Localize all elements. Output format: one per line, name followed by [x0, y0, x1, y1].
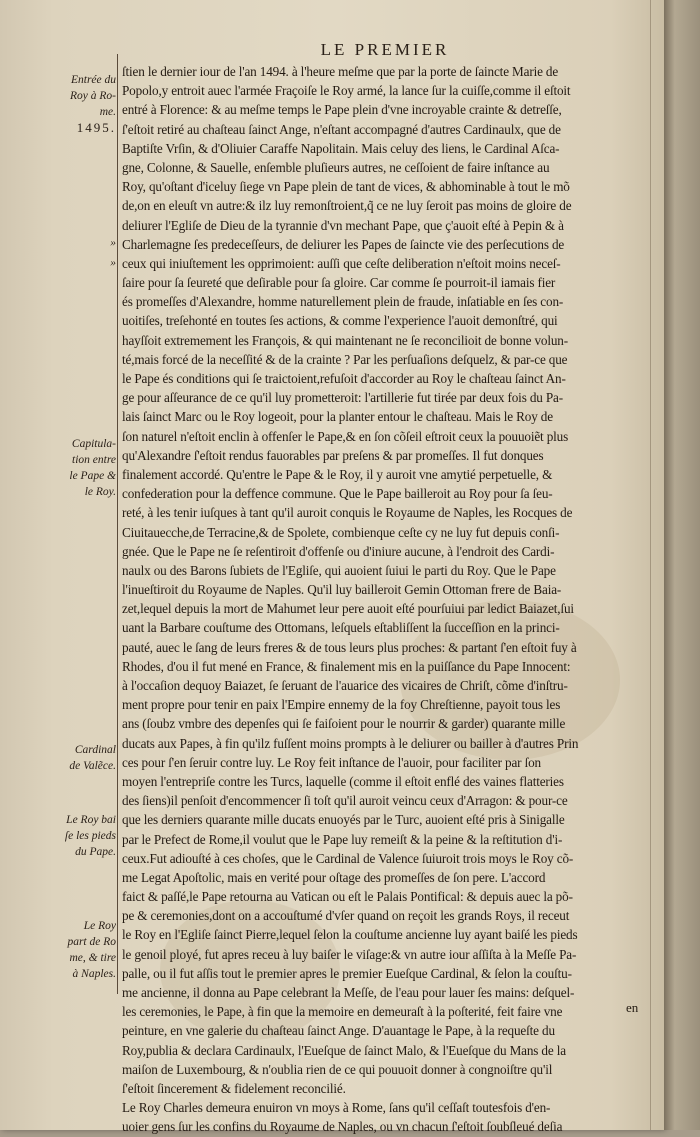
body-line: Charlemagne ſes predeceſſeurs, de deliurer les Papes de ſaincte vie des perſecutions de — [122, 236, 565, 252]
body-line: gnée. Que le Pape ne ſe reſentiroit d'offenſe ou d'iniure aucune, à l'endroit des Cardi- — [122, 543, 555, 559]
margin-note-cardinal — [50, 742, 116, 774]
body-line: ans (ſoubz vmbre des depenſes qui ſe faiſoient pour le nourrir & garder) quarante mille — [122, 716, 566, 732]
body-line: deliurer l'Egliſe de Dieu de la tyrannie d'vn mechant Pape, que ç'auoit eſté à Pepin & à — [122, 217, 564, 233]
body-line: Popolo,y entroit auec l'armée Fraçoiſe le Roy armé, la lance ſur la cuiſſe,comme il eſtoit — [122, 83, 571, 99]
page-edge — [664, 0, 700, 1130]
gloss-line: de Valẽce. — [69, 760, 116, 772]
body-line: pe & ceremonies,dont on a accouſtumé d'vſer quand on reçoit les grands Roys, il receut — [122, 908, 570, 924]
body-line: lais ſainct Marc ou le Roy logeoit, pour la planter entour le chaſteau. Mais le Roy de — [122, 409, 553, 425]
gloss-line: à Naples. — [72, 968, 116, 980]
gloss-line: Le Roy bai — [66, 814, 116, 826]
body-line: de,on en eleuſt vn autre:& ilz luy remonſtroient,q̃ ce ne luy ſeroit pas moins de gloire de — [122, 198, 572, 214]
gloss-line: le Roy. — [84, 486, 116, 498]
body-line: uant la Barbare couſtume des Ottomans, leſquels eſtabliſſent la ſucceſſion en la princi- — [122, 620, 560, 636]
margin-rule — [117, 54, 118, 994]
running-title: LE PREMIER — [320, 40, 450, 59]
body-line: zet,lequel depuis la mort de Mahumet leur pere auoit eſté pourſuiui par ledict Baiazet,ſui — [122, 601, 574, 617]
body-line: ſ'eſtoit retiré au chaſteau ſainct Ange, n'eſtant accompagné d'autres Cardinaulx, que de — [122, 121, 561, 137]
catchword: en — [626, 1000, 639, 1015]
body-line: palle, ou il fut aſſis tout le premier apres le premier Eueſque Cardinal, & ſelon la couſtu- — [122, 965, 572, 981]
body-line: ceux.Fut adiouſté à ces choſes, que le Cardinal de Valence ſuiuroit trois moys le Roy cõ- — [122, 850, 574, 866]
body-line: finalement accordé. Qu'entre le Pape & le Roy, il y auroit vne amytié perpetuelle, & — [122, 466, 553, 482]
body-line: uoitiſes, treſehonté en toutes ſes actions, & comme l'experience l'auoit demonſtré, qui — [122, 313, 558, 329]
gloss-line: Entrée du — [70, 74, 116, 86]
body-line: des ſiens)il penſoit d'encommencer ſi toſt qu'il auroit veincu ceux d'Arragon: & pour-ce — [122, 793, 568, 809]
body-line: ment propre pour tenir en paix l'Empire ennemy de la foy Chreſtienne, payoit tous les — [122, 697, 561, 713]
body-line: Le Roy Charles demeura enuiron vn moys à Rome, ſans qu'il ceſſaſt toutesfois d'en- — [122, 1100, 551, 1116]
body-line: ſaire pour ſa ſeureté que deſirable pour ſa gloire. Car comme ſe pourroit-il iamais fier — [122, 275, 556, 291]
gloss-line: Roy à Ro- — [70, 90, 116, 102]
body-line: hayſſoit extremement les François, & qui maintenant ne ſe reconcilioit de bonne volun- — [122, 332, 568, 348]
body-line: ge pour aſſeurance de ce qu'il luy prometteroit: l'artillerie fut tirée par deux fois du Pa- — [122, 390, 563, 406]
body-line: le genoil ployé, fut apres receu à luy baiſer le viſage:& vn autre iour aſſiſta à la Meſſe Pa- — [122, 946, 577, 962]
body-line: Ciuitauecche,de Terracine,& de Spolete, combienque ceſte cy ne luy fut depuis conſi- — [122, 524, 560, 540]
gloss-line: » — [110, 257, 116, 269]
body-line: Rhodes, d'ou il fut mené en France, & finalement mis en la puiſſance du Pape Innocent: — [122, 658, 571, 674]
margin-note-baise — [50, 812, 116, 860]
body-line: reté, à les tenir iuſques à tant qu'il auroit conquis le Royaume de Naples, les Rocques de — [122, 505, 573, 521]
gloss-line: Le Roy — [83, 920, 116, 932]
gloss-line: tion entre — [72, 454, 116, 466]
body-line: ducats aux Papes, à fin qu'ilz fuſſent moins prompts à le deliurer ou bailler à d'autres Prin — [122, 735, 579, 751]
body-line: le Pape és conditions qui ſe traictoient,refuſoit d'accorder au Roy le chaſteau ſainct An- — [122, 371, 566, 386]
body-line: Roy, qu'oſtant d'iceluy ſiege vn Pape plein de tant de vices, & abhominable à tout le mõ — [122, 179, 570, 195]
body-line: ceux qui iniuſtement les opprimoient: auſſi que ceſte deliberation n'eſtoit moins neceſ- — [122, 255, 561, 271]
body-line: té,mais forcé de la neceſſité & de la crainte ? Par les perſuaſions deſquelz, & par-ce que — [122, 351, 568, 367]
body-line: ces pour ſ'en ſeruir contre luy. Le Roy feit inſtance de l'auoir, pour faciliter par ſon — [122, 754, 541, 770]
body-line: entré à Florence: & au meſme temps le Pape plein d'vne incroyable crainte & detreſſe, — [122, 102, 562, 118]
body-line: me Legat Apoſtolic, mais en verité pour oſtage des promeſſes de ſon pere. L'accord — [122, 869, 546, 885]
gloss-line: Cardinal — [74, 744, 116, 756]
body-line: pauté, auec le ſang de leurs freres & de tous leurs plus proches: & partant ſ'en eſtoit fuy à — [122, 639, 577, 655]
body-line: par le Prefect de Rome,il voulut que le Pape luy remeiſt & la peine & la reſtitution d'i- — [122, 831, 563, 847]
body-line: uoier gens ſur les confins du Royaume de Naples, ou vn chacun ſ'eſtoit ſoubſleué deſia — [122, 1119, 563, 1135]
body-line: peinture, en vne galerie du chaſteau ſainct Ange. D'auantage le Pape, à la requeſte du — [122, 1023, 555, 1039]
body-line: le Roy en l'Egliſe ſainct Pierre,lequel ſelon la couſtume ancienne luy ayant baiſé les pieds — [122, 927, 578, 943]
body-line: naulx ou des Barons ſubiets de l'Egliſe, qui auoient ſuiui le parti du Roy. Que le Pape — [122, 562, 556, 578]
gloss-line: Capitula- — [71, 438, 116, 450]
margin-note-entree — [50, 72, 116, 136]
body-line: l'inueſtiroit du Royaume de Naples. Qu'il luy bailleroit Gemin Ottoman frere de Baia- — [122, 582, 562, 598]
gloss-line: part de Ro — [67, 936, 116, 948]
margin-note-capitulation — [50, 436, 116, 500]
body-line: ſ'eſtoit ſincerement & fidelement reconcilié. — [122, 1080, 346, 1096]
body-line: qu'Alexandre ſ'eſtoit rendus fauorables par preſens & par promeſſes. Il fut donques — [122, 447, 544, 463]
body-line: confederation pour la deffence commune. Que le Pape bailleroit au Roy pour ſa ſeu- — [122, 486, 553, 502]
body-line: à l'occaſion dequoy Baiazet, ſe ſeruant de l'auarice des vicaires de Chriſt, cõme d'inſtru- — [122, 678, 568, 693]
gloss-line: le Pape & — [69, 470, 116, 482]
gloss-line: du Pape. — [75, 846, 116, 858]
margin-note-part — [50, 918, 116, 982]
body-text — [122, 62, 650, 1137]
gloss-line: me. — [99, 106, 116, 118]
body-line: maiſon de Luxembourg, & n'oublia rien de ce qui pouuoit donner à congnoiſtre qu'il — [122, 1061, 553, 1077]
body-line: moyen l'entrepriſe contre les Turcs, laquelle (comme il eſtoit enflé des vaines flatteries — [122, 773, 564, 789]
body-line: ſtien le dernier iour de l'an 1494. à l'heure meſme que par la porte de ſaincte Marie de — [122, 64, 559, 79]
body-line: faict & paſſé,le Pape retourna au Vatican ou eſt le Palais Pontifical: & depuis auec la põ- — [122, 889, 573, 905]
gloss-line: » — [110, 237, 116, 249]
body-line: Baptiſte Vrſin, & d'Oliuier Caraffe Napolitain. Mais celuy des liens, le Cardinal Aſca- — [122, 140, 560, 156]
fold-line — [650, 0, 651, 1130]
body-line: ſon naturel n'eſtoit enclin à offenſer le Pape,& en ſon cõſeil eſtroit ceux la pouuoiẽt plus — [122, 428, 569, 444]
gloss-line: 1495. — [76, 120, 116, 135]
margin-marks — [50, 235, 116, 271]
body-line: me ancienne, il donna au Pape celebrant la Meſſe, de l'eau pour lauer ſes mains: deſquel- — [122, 985, 575, 1000]
body-line: que les derniers quarante mille ducats enuoyés par le Turc, auoient eſté pris à Sinigalle — [122, 812, 565, 828]
gloss-line: ſe les pieds — [64, 830, 116, 842]
body-line: Roy,publia & declara Cardinaulx, l'Eueſque de ſainct Malo, & l'Eueſque du Mans de la — [122, 1042, 566, 1058]
gloss-line: me, & tire — [69, 952, 116, 964]
body-line: les ceremonies, le Pape, à fin que la memoire en demeuraſt à la poſterité, feit faire vne — [122, 1004, 563, 1020]
body-line: és promeſſes d'Alexandre, homme naturellement plein de fraude, inſatiable en ſes con- — [122, 294, 564, 310]
body-line: gne, Colonne, & Sauelle, enſemble pluſieurs autres, ne ceſſoient de faire inſtance au — [122, 159, 550, 175]
